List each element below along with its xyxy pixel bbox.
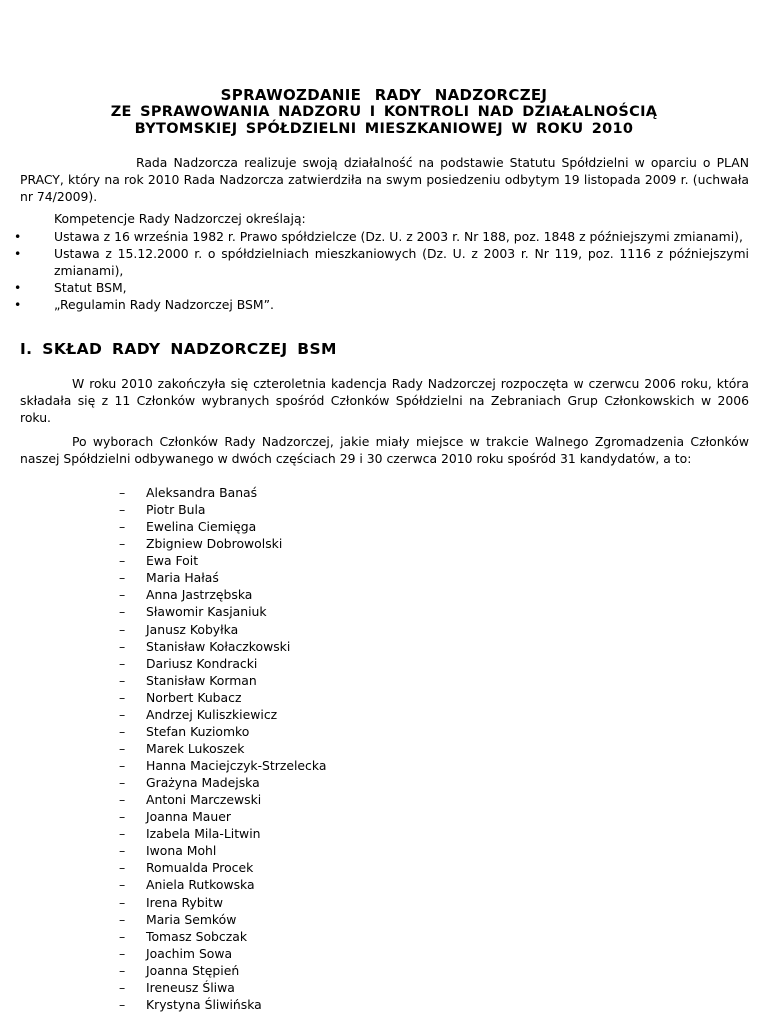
candidate-name: Zbigniew Dobrowolski [146,536,283,552]
candidate-list-item [119,535,326,552]
candidate-name: Piotr Bula [146,502,206,518]
candidate-name: Tomasz Sobczak [146,928,247,944]
dash-icon: – [119,894,126,910]
bullet-icon: • [14,246,22,261]
dash-icon: – [119,758,126,773]
candidate-name: Ewa Foit [146,553,199,569]
candidate-list-item [119,928,326,945]
candidate-name: Joanna Stępień [146,962,240,978]
dash-icon: – [119,621,126,637]
candidate-list-item [119,774,326,791]
candidate-list-item [119,552,326,569]
dash-icon: – [119,485,126,500]
dash-icon: – [119,553,126,569]
report-title: SPRAWOZDANIE RADY NADZORCZEJ [220,86,548,104]
candidate-list-item [119,586,326,603]
candidate-name: Romualda Procek [146,860,254,876]
dash-icon: – [119,740,126,756]
candidate-list-item [119,501,326,518]
dash-icon: – [119,689,126,705]
competence-list-item [14,228,749,245]
competence-list-item [14,296,749,313]
candidate-name: Hanna Maciejczyk-Strzelecka [146,758,327,773]
dash-icon: – [119,860,126,876]
candidate-list-item [119,723,326,740]
candidate-name: Aleksandra Banaś [146,485,258,500]
section-paragraph-2: Po wyborach Członków Rady Nadzorczej, jakie miały miejsce w trakcie Walnego Zgromadzenia Członków naszej Spółdzielni odbywanego w dwóch częściach 29 i 30 czerwca 2010 roku spośród 31 kandydatów, a to: [20,434,749,466]
dash-icon: – [119,996,126,1012]
dash-icon: – [119,911,126,927]
candidate-list-item [119,842,326,859]
competence-list-item [14,245,749,279]
candidate-name: Aniela Rutkowska [146,877,255,893]
candidate-name: Ewelina Ciemięga [146,519,257,535]
dash-icon: – [119,979,126,995]
dash-icon: – [119,826,126,842]
candidate-name: Stanisław Kołaczkowski [146,638,291,654]
candidate-name: Joanna Mauer [146,809,231,825]
dash-icon: – [119,570,126,586]
candidate-list-item [119,757,327,774]
candidate-name: Ireneusz Śliwa [146,979,235,995]
dash-icon: – [119,502,126,518]
candidate-name: Marek Lukoszek [146,740,245,756]
intro-paragraph: Rada Nadzorcza realizuje swoją działalność na podstawie Statutu Spółdzielni w oparciu o PLAN PRACY, który na rok 2010 Rada Nadzorcza zatwierdziła na swym posiedzeniu odbytym 19 listopada 2009 r. (uchwała nr 74/2009). [20,155,749,204]
candidate-name: Irena Rybitw [146,894,224,910]
candidate-name: Maria Semków [146,911,237,927]
candidate-list-item [119,876,326,893]
candidate-list-item [119,621,326,638]
candidate-name: Anna Jastrzębska [146,587,253,603]
dash-icon: – [119,604,126,620]
dash-icon: – [119,809,126,825]
candidate-list-item [119,740,326,757]
candidate-list-item [119,859,326,876]
candidate-name: Stefan Kuziomko [146,723,250,739]
competence-item-text: Ustawa z 15.12.2000 r. o spółdzielniach mieszkaniowych (Dz. U. z 2003 r. Nr 119, poz. 1116 z późniejszymi zmianami), [54,246,749,278]
competence-lead: Kompetencje Rady Nadzorczej określają: [54,211,306,226]
candidate-list-item [119,569,326,586]
competence-list [14,228,749,313]
bullet-icon: • [14,280,22,295]
competence-item-text: „Regulamin Rady Nadzorczej BSM”. [54,297,274,312]
candidate-name: Maria Hałaś [146,570,219,586]
candidate-list-item [119,979,326,996]
candidate-name: Iwona Mohl [146,843,217,859]
bullet-icon: • [14,229,22,244]
candidate-list [119,484,327,1013]
section-heading: I. SKŁAD RADY NADZORCZEJ BSM [20,340,337,358]
competence-item-text: Statut BSM, [54,280,127,295]
candidate-name: Norbert Kubacz [146,689,242,705]
candidate-list-item [119,808,326,825]
candidate-list-item [119,996,326,1013]
dash-icon: – [119,723,126,739]
candidate-name: Joachim Sowa [146,945,233,961]
dash-icon: – [119,587,126,603]
bullet-icon: • [14,297,22,312]
dash-icon: – [119,792,126,808]
section-paragraph-1: W roku 2010 zakończyła się czteroletnia kadencja Rady Nadzorczej rozpoczęta w czerwcu 2006 roku, która składała się z 11 Członków wybranych spośród Członków Spółdzielni na Zebraniach Grup Członkowskich w 2006 roku. [20,376,749,425]
dash-icon: – [119,519,126,535]
candidate-list-item [119,518,326,535]
candidate-list-item [119,791,326,808]
candidate-list-item [119,638,326,655]
candidate-name: Dariusz Kondracki [146,655,258,671]
dash-icon: – [119,706,126,722]
candidate-list-item [119,825,326,842]
candidate-list-item [119,894,326,911]
candidate-list-item [119,672,326,689]
dash-icon: – [119,638,126,654]
dash-icon: – [119,945,126,961]
candidate-list-item [119,945,326,962]
candidate-name: Stanisław Korman [146,672,257,688]
dash-icon: – [119,928,126,944]
dash-icon: – [119,672,126,688]
report-subtitle-line-2: BYTOMSKIEJ SPÓŁDZIELNI MIESZKANIOWEJ W ROKU 2010 [134,121,634,137]
competence-item-text: Ustawa z 16 września 1982 r. Prawo spółdzielcze (Dz. U. z 2003 r. Nr 188, poz. 1848 z późniejszymi zmianami), [54,229,743,244]
candidate-list-item [119,655,326,672]
candidate-list-item [119,706,326,723]
candidate-list-item [119,484,326,501]
candidate-name: Janusz Kobyłka [146,621,239,637]
dash-icon: – [119,775,126,791]
candidate-name: Andrzej Kuliszkiewicz [146,706,278,722]
report-subtitle-line-1: ZE SPRAWOWANIA NADZORU I KONTROLI NAD DZIAŁALNOŚCIĄ [110,104,658,120]
candidate-list-item [119,911,326,928]
candidate-name: Izabela Mila-Litwin [146,826,261,842]
dash-icon: – [119,655,126,671]
dash-icon: – [119,843,126,859]
candidate-list-item [119,689,326,706]
candidate-name: Grażyna Madejska [146,775,260,791]
candidate-list-item [119,603,326,620]
candidate-name: Antoni Marczewski [146,792,262,808]
competence-list-item [14,279,749,296]
dash-icon: – [119,962,126,978]
dash-icon: – [119,877,126,893]
candidate-name: Krystyna Śliwińska [146,996,262,1012]
candidate-list-item [119,962,326,979]
candidate-name: Sławomir Kasjaniuk [146,604,267,620]
dash-icon: – [119,536,126,552]
